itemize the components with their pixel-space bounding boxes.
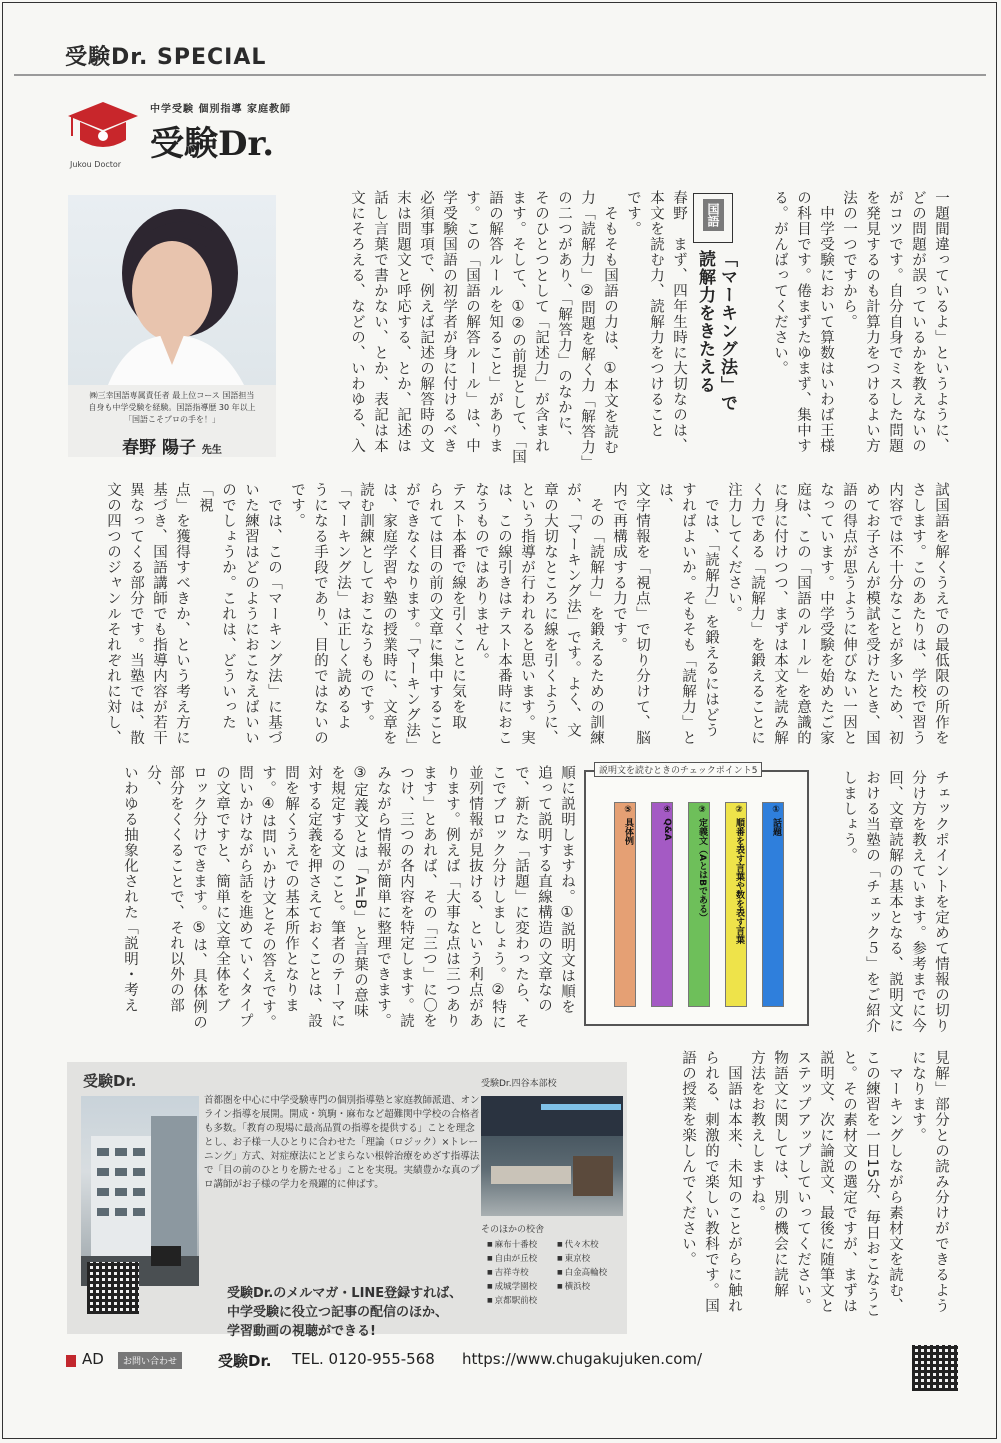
section-title: 「マーキング法」で 読解力をきたえる [695, 250, 737, 412]
caption-line-3: 「国語こそプロの手を！」 [124, 415, 220, 424]
branches-title: そのほかの校舎 [481, 1225, 545, 1235]
chart-title: 説明文を読むときのチェックポイント5 [594, 762, 762, 777]
text-line: すればよいか。そもそも「読解力」とは、 [657, 482, 696, 746]
text-line: なっています。中学受験を始めたご家 [818, 482, 834, 746]
branch-item: ■ 横浜校 [557, 1280, 590, 1292]
logo-english: Jukou Doctor [70, 160, 122, 169]
checkpoint-bar-3 [688, 802, 710, 1007]
text-line: 追って説明する直線構造の文章なの [536, 765, 552, 1013]
text-line: 読む訓練としておこなうものです。 [358, 482, 374, 730]
intro-column [752, 190, 952, 480]
hq-label: 受験Dr.四谷本部校 [481, 1079, 557, 1089]
text-line: く力である「読解力」を鍛えることに [749, 482, 765, 746]
text-line: 説明文、次に論説文、最後に随筆文と [818, 1050, 834, 1314]
text-line: の文章ですと、簡単に文章全体をブ [214, 765, 230, 1013]
text-line: 法の一つですから。 [841, 190, 857, 330]
text-line: です。 [289, 482, 305, 529]
inquiry-label: お問い合わせ [118, 1352, 182, 1369]
text-line: 見解」部分との読み分けができるよう [933, 1050, 949, 1314]
text-line: 順に説明しますね。①説明文は順を [559, 765, 575, 1015]
text-line: 分け方を教えています。参考までに今 [910, 770, 926, 1034]
text-line: 物語文に関しては、別の機会に読解 [772, 1050, 788, 1298]
checkpoint-label-5: ⑤ 具体例 [623, 805, 633, 846]
text-line: と。その素材文の選定ですが、まずは [841, 1050, 857, 1314]
text-line: マーキングしながら素材文を読む、 [887, 1050, 903, 1314]
footer-brand: 受験Dr. [218, 1352, 272, 1370]
checkpoint-chart [584, 766, 809, 1026]
text-line: 語の解答ルールを知ること」がありま [487, 190, 503, 454]
checkpoint-label-3: ③ 定義文（AとはBである） [697, 805, 707, 922]
text-line: どの問題が誤っているかを教えないの [910, 190, 926, 454]
text-line: のでしょうか。これは、どういった「視 [197, 482, 236, 730]
text-line: みながら情報が簡単に整理できます。 [375, 765, 391, 1029]
header-divider [14, 74, 986, 76]
footer-tel[interactable]: TEL. 0120-955-568 [292, 1350, 435, 1368]
text-line: 試国語を解くうえでの最低限の所作を [933, 482, 949, 746]
hq-interior-photo [481, 1096, 623, 1216]
checkpoint-label-1: ① 話題 [771, 805, 781, 837]
branch-item: ■ 吉祥寺校 [487, 1266, 529, 1278]
text-line: なうものではありません。 [473, 482, 489, 668]
text-line: いた練習はどのようにおこなえばいい [243, 482, 259, 746]
text-line: ③定義文とは「A≒B」と言葉の意味 [352, 765, 368, 1019]
text-line: ります。例えば「大事な点は三つあり [444, 765, 460, 1029]
text-line: そもそも国語の力は、①本文を読む [602, 190, 618, 455]
text-line: 「マーキング法」は正しく読めるよ [335, 482, 351, 730]
text-line: 点」を獲得すべきか、という考え方に [174, 482, 190, 746]
text-line: そのひとつとして「記述力」が含まれ [533, 190, 549, 454]
text-line: 中学受験において算数はいわば王様 [818, 190, 834, 454]
text-line: 力「読解力」②問題を解く力「解答力」 [579, 190, 595, 471]
text-line: 庭は、この「国語のルール」を意識的 [795, 482, 811, 746]
text-line: 必須事項で、例えば記述の解答時の文 [418, 190, 434, 454]
text-line: ができなくなります。「マーキング法」 [404, 482, 420, 754]
footer-qr-code[interactable] [912, 1345, 958, 1391]
branch-item: ■ 代々木校 [557, 1238, 599, 1250]
text-line: 語の授業を楽しんでください。 [680, 1050, 696, 1267]
text-line: る。がんばってください。 [772, 190, 788, 376]
text-line: こでブロック分けしましょう。②特に [490, 765, 506, 1030]
branch-item: ■ 白金高輪校 [557, 1266, 607, 1278]
text-line: は、家庭学習や塾の授業時に、文章を [381, 482, 397, 746]
checkpoint-label-4: ④ Q&A [662, 805, 672, 841]
info-title: 受験Dr. [83, 1072, 137, 1090]
text-line: 本文を読む力、読解力をつけること [648, 190, 664, 438]
text-line: では、この「マーキング法」に基づ [266, 482, 282, 746]
section-badge: 国語 [693, 193, 733, 243]
checkpoint-label-2: ② 順番を表す言葉や数を表す言葉 [734, 805, 744, 945]
text-line: 内で再構成する力です。 [611, 482, 627, 653]
text-line: を発見するのも計算力をつけるよい方 [864, 190, 880, 454]
branch-item: ■ 京都駅前校 [487, 1294, 537, 1306]
text-line: の二つがあり、「解答力」のなかに、 [556, 190, 572, 447]
text-line: 国語は本来、未知のことがらに触れ [726, 1050, 742, 1314]
footer-url[interactable]: https://www.chugakujuken.com/ [462, 1350, 703, 1368]
text-line: 学受験国語の初学者が身に付けるべき [441, 190, 457, 454]
line-qr-code[interactable] [87, 1262, 139, 1314]
body-column-c [830, 770, 952, 1040]
text-line: ステップアップしていってください。 [795, 1050, 811, 1314]
checkpoint-bar-1 [762, 802, 784, 1007]
text-line: 注力してください。 [726, 482, 742, 622]
text-line: す。④は問いかけ文とその答えです。 [260, 765, 276, 1030]
text-line: の科目です。倦まずたゆまず、集中す [795, 190, 811, 454]
text-line: この練習を一日15分、毎日おこなうこ [864, 1050, 880, 1319]
text-line: は、この線引きはテスト本番時におこ [496, 482, 512, 746]
caption-line-1: ㈱三幸国語専属責任者 最上位コース 国語担当 [89, 391, 255, 400]
text-line: うになる手段であり、目的ではないの [312, 482, 328, 746]
text-line: 回、文章読解の基本となる、説明文に [887, 770, 903, 1034]
info-description: 首都圏を中心に中学受験専門の個別指導塾と家庭教師派遣、オンライン指導を展開。開成・筑駒・麻布など超難関中学校の合格者も多数。「教育の現場に最高品質の指導を提供する」ことを理念とし、お子様一人ひとりに合わせた「理論（ロジック）×トレーニング」方式、対症療法にとどまらない根幹治療をめざす指導法で「目の前のひとりを勝たせる」ことを実現。実績豊かな真のプロ講師がお子様の学力を飛躍的に伸ばす。 [204, 1095, 480, 1190]
text-line: です。 [625, 190, 641, 237]
text-line: ます」とあれば、その「三つ」に〇を [421, 765, 437, 1029]
text-line: その「読解力」を鍛えるための訓練 [588, 482, 604, 746]
text-line: では、「読解力」を鍛えるにはどう [703, 482, 719, 739]
teacher-caption [68, 385, 276, 457]
text-line: 基づき、国語講師でも指導内容が若干 [151, 482, 167, 746]
newsletter-cta: 受験Dr.のメルマガ・LINE登録すれば、 中学受験に役立つ記事の配信のほか、 学習動画の視聴ができる! [227, 1286, 463, 1339]
branch-item: ■ 成城学園校 [487, 1280, 537, 1292]
text-line: 話し言葉で書かない、とか、表記は本 [372, 190, 388, 454]
text-line: いわゆる抽象化された「説明・考え [122, 765, 138, 1013]
building-photo [81, 1096, 199, 1286]
text-line: がコツです。自分自身でミスした問題 [887, 190, 903, 454]
text-line: 文字情報を「視点」で切り分けて、脳 [634, 482, 650, 746]
text-line: ロック分けできます。⑤は、具体例の [191, 765, 207, 1030]
text-line: 対する定義を押さえておくことは、設 [306, 765, 322, 1029]
checkpoint-bar-5 [614, 802, 636, 1007]
text-line: 並列情報が見抜ける、という利点があ [467, 765, 483, 1029]
text-line: 内容では不十分なことが多いため、初 [887, 482, 903, 746]
text-line: 部分をくくることで、それ以外の部分、 [145, 765, 184, 1013]
checkpoint-bar-4 [651, 802, 673, 1007]
text-line: ます。そして、①②の前提として、「国 [510, 190, 526, 465]
text-line: しましょう。 [841, 770, 857, 863]
text-line: という指導が行われると思います。実 [519, 482, 535, 746]
text-line: す。この「国語の解答ルール」は、中 [464, 190, 480, 454]
branch-item: ■ 東京校 [557, 1252, 590, 1264]
text-line: 方法をお教えしますね。 [749, 1050, 765, 1221]
text-line: に身に付けつつ、まずは本文を読み解 [772, 482, 788, 746]
text-line: が、「マーキング法」です。よく、文 [565, 482, 581, 739]
branch-item: ■ 麻布十番校 [487, 1238, 537, 1250]
text-line: さします。このあたりは、学校で習う [910, 482, 926, 746]
checkpoint-bar-2 [725, 802, 747, 1007]
text-line: チェックポイントを定めて情報の切り [933, 770, 949, 1034]
text-line: 文にそろえる、などの、いわゆる、入 [349, 190, 365, 454]
text-line: 語の得点が思うように伸びない一因と [841, 482, 857, 746]
mortarboard-logo-icon [66, 100, 140, 154]
text-line: 春野 まず、四年生時に大切なのは、 [671, 190, 687, 454]
text-line: になります。 [910, 1050, 926, 1143]
teacher-photo [68, 195, 276, 385]
text-line: 文の四つのジャンルそれぞれに対し、 [105, 482, 121, 746]
text-line: られる、刺激的で楽しい教科です。国 [703, 1050, 719, 1314]
text-line: 末は問題文と呼応する、とか、記述は [395, 190, 411, 454]
body-column-a [290, 190, 690, 480]
body-column-b [68, 482, 952, 752]
text-line: つけ、三つの各内容を特定します。読 [398, 765, 414, 1029]
footer-ad: AD [82, 1350, 104, 1368]
text-line: めてお子さんが模試を受けたとき、国 [864, 482, 880, 746]
branch-item: ■ 自由が丘校 [487, 1252, 537, 1264]
text-line: 一題間違っているよ」というように、 [933, 190, 949, 454]
school-info-box [67, 1062, 627, 1339]
text-line: テスト本番で線を引くことに気を取 [450, 482, 466, 730]
text-line: を規定する文のこと。筆者のテーマに [329, 765, 345, 1029]
caption-line-2: 自身も中学受験を経験。国語指導歴 30 年以上 [88, 403, 256, 412]
page-header-title: 受験Dr. SPECIAL [65, 45, 267, 70]
body-column-e [648, 1050, 952, 1340]
text-line: 問いかけながら話を進めていくタイプ [237, 765, 253, 1029]
body-column-d [122, 765, 578, 1040]
ad-marker [66, 1355, 76, 1367]
logo-name: 受験Dr. [150, 124, 275, 164]
text-line: 問を解くうえでの基本所作となりま [283, 765, 299, 1013]
teacher-name: 春野 陽子 先生 [122, 438, 222, 458]
text-line: 異なってくる部分です。当塾では、散 [128, 482, 144, 746]
text-line: で、新たな「話題」に変わったら、そ [513, 765, 529, 1029]
text-line: られては目の前の文章に集中すること [427, 482, 443, 746]
logo-tagline: 中学受験 個別指導 家庭教師 [150, 104, 291, 115]
text-line: おける当塾の「チェック５」をご紹介 [864, 770, 880, 1034]
text-line: 章の大切なところに線を引くように、 [542, 482, 558, 746]
